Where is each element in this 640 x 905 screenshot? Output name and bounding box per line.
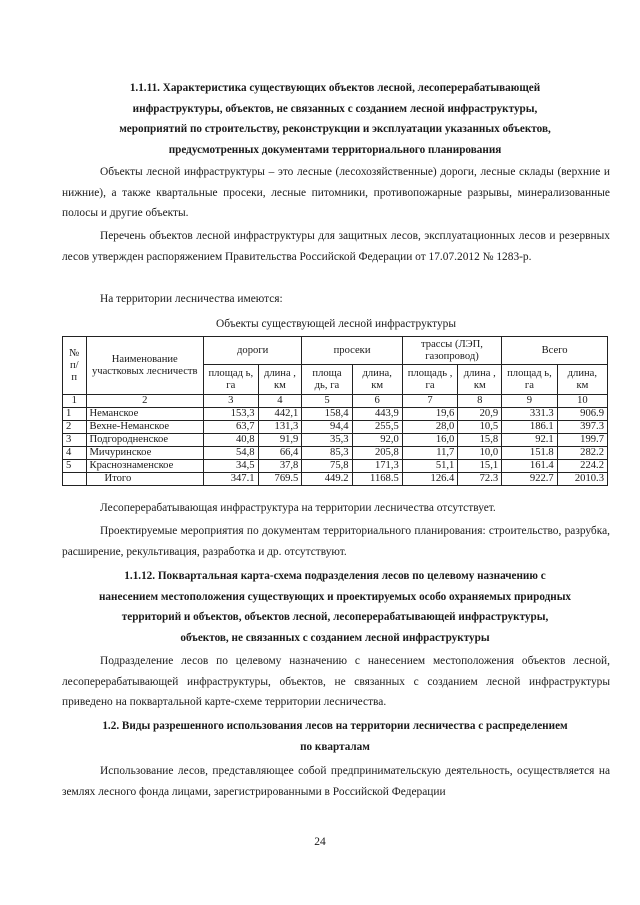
cell: 224.2: [557, 460, 607, 473]
heading-line: инфраструктуры, объектов, не связанных с созданием лесной инфраструктуры,: [132, 102, 538, 115]
cell: 769.5: [258, 473, 302, 486]
cell: 1168.5: [352, 473, 402, 486]
cell: 255,5: [352, 421, 402, 434]
page-number: 24: [314, 836, 326, 848]
header-name: Наименование участковых лесничеств: [86, 337, 204, 395]
cell: 63,7: [204, 421, 259, 434]
cell: 331.3: [502, 408, 558, 421]
cell: 131,3: [258, 421, 302, 434]
cell: 5: [63, 460, 87, 473]
cell: 72.3: [458, 473, 502, 486]
header-clearings: просеки: [302, 337, 402, 365]
cell: [63, 473, 87, 486]
heading-line: территорий и объектов, объектов лесной, лесоперерабатывающей инфраструктуры,: [121, 611, 549, 623]
column-number: 7: [402, 395, 458, 408]
paragraph: Подразделение лесов по целевому назначению с нанесением местоположения объектов лесной, лесоперерабатывающей инфраструктуры, объектов, не связанных с созданием лесной инфраструктуры приведено на поквартальной карте-схеме территории лесничества.: [62, 655, 610, 709]
cell: 1: [63, 408, 87, 421]
cell: 16,0: [402, 434, 458, 447]
header-total: Всего: [502, 337, 608, 365]
cell: 449.2: [302, 473, 352, 486]
table-row: [63, 421, 608, 434]
cell: Неманское: [86, 408, 204, 421]
cell: 35,3: [302, 434, 352, 447]
cell: Итого: [86, 473, 204, 486]
paragraph: Перечень объектов лесной инфраструктуры для защитных лесов, эксплуатационных лесов и резервных лесов утвержден распоряжением Правительства Российской Федерации от 17.07.2012 № 1283-р.: [62, 230, 610, 263]
cell: 54,8: [204, 447, 259, 460]
table-row: [63, 434, 608, 447]
paragraph: На территории лесничества имеются:: [100, 293, 283, 305]
cell: 186.1: [502, 421, 558, 434]
cell: 171,3: [352, 460, 402, 473]
column-number: 8: [458, 395, 502, 408]
cell: 199.7: [557, 434, 607, 447]
header-num: № п/ п: [63, 337, 87, 395]
table-row: [63, 447, 608, 460]
cell: Вехне-Неманское: [86, 421, 204, 434]
cell: Мичуринское: [86, 447, 204, 460]
paragraph: Лесоперерабатывающая инфраструктура на территории лесничества отсутствует.: [100, 502, 496, 514]
cell: 20,9: [458, 408, 502, 421]
cell: 161.4: [502, 460, 558, 473]
cell: 91,9: [258, 434, 302, 447]
cell: 37,8: [258, 460, 302, 473]
cell: 15,8: [458, 434, 502, 447]
cell: 347.1: [204, 473, 259, 486]
cell: 3: [63, 434, 87, 447]
heading-line: объектов, не связанных с созданием лесной инфраструктуры: [180, 631, 490, 644]
section-heading-1-1-12: [60, 566, 610, 648]
cell: 153,3: [204, 408, 259, 421]
cell: 10,5: [458, 421, 502, 434]
cell: 4: [63, 447, 87, 460]
cell: 94,4: [302, 421, 352, 434]
subheader-area: площадь , га: [402, 365, 458, 395]
cell: 922.7: [502, 473, 558, 486]
cell: 75,8: [302, 460, 352, 473]
column-number: 3: [204, 395, 259, 408]
cell: 11,7: [402, 447, 458, 460]
subheader-length: длина, км: [557, 365, 607, 395]
table-caption: Объекты существующей лесной инфраструктуры: [215, 318, 457, 330]
cell: 205,8: [352, 447, 402, 460]
cell: 906.9: [557, 408, 607, 421]
infrastructure-table: [62, 336, 608, 486]
subheader-length: длина , км: [258, 365, 302, 395]
subheader-area: площад ь, га: [204, 365, 259, 395]
cell: 397.3: [557, 421, 607, 434]
table-row: [63, 460, 608, 473]
heading-line: 1.2. Виды разрешенного использования лесов на территории лесничества с распределением: [102, 720, 568, 732]
heading-line: нанесением местоположения существующих и проектируемых особо охраняемых природных: [98, 590, 572, 603]
cell: 158,4: [302, 408, 352, 421]
cell: 66,4: [258, 447, 302, 460]
cell: 443,9: [352, 408, 402, 421]
column-number: 4: [258, 395, 302, 408]
cell: 40,8: [204, 434, 259, 447]
paragraph: Объекты лесной инфраструктуры – это лесные (лесохозяйственные) дороги, лесные склады (верхние и нижние), а также квартальные просеки, лесные питомники, противопожарные разрывы, минерализованные полосы и другие объекты.: [62, 166, 610, 220]
cell: 28,0: [402, 421, 458, 434]
cell: 34,5: [204, 460, 259, 473]
cell: 2010.3: [557, 473, 607, 486]
cell: 10,0: [458, 447, 502, 460]
cell: 2: [63, 421, 87, 434]
cell: Краснознаменское: [86, 460, 204, 473]
column-number-row: [63, 395, 608, 408]
subheader-area: площа дь, га: [302, 365, 352, 395]
column-number: 9: [502, 395, 558, 408]
paragraph: Использование лесов, представляющее собой предпринимательскую деятельность, осуществляется на землях лесного фонда лицами, зарегистрированными в Российской Федерации: [62, 765, 610, 798]
cell: 151.8: [502, 447, 558, 460]
heading-line: 1.1.12. Поквартальная карта-схема подразделения лесов по целевому назначению с: [124, 570, 546, 582]
header-roads: дороги: [204, 337, 302, 365]
table-row: [63, 408, 608, 421]
cell: 442,1: [258, 408, 302, 421]
cell: 92.1: [502, 434, 558, 447]
paragraph: Проектируемые мероприятия по документам территориального планирования: строительство, разрубка, расширение, рекультивация, разработка и др. отсутствуют.: [62, 525, 610, 558]
column-number: 6: [352, 395, 402, 408]
cell: 15,1: [458, 460, 502, 473]
subheader-length: длина, км: [352, 365, 402, 395]
cell: 92,0: [352, 434, 402, 447]
cell: 85,3: [302, 447, 352, 460]
cell: 51,1: [402, 460, 458, 473]
heading-line: предусмотренных документами территориального планирования: [168, 143, 502, 156]
column-number: 2: [86, 395, 204, 408]
cell: Подгородненское: [86, 434, 204, 447]
cell: 19,6: [402, 408, 458, 421]
column-number: 1: [63, 395, 87, 408]
column-number: 10: [557, 395, 607, 408]
heading-line: по кварталам: [300, 740, 370, 753]
heading-line: 1.1.11. Характеристика существующих объектов лесной, лесоперерабатывающей: [129, 82, 541, 94]
cell: 282.2: [557, 447, 607, 460]
section-heading-1-1-11: [60, 78, 610, 160]
header-routes: трассы (ЛЭП, газопровод): [402, 337, 501, 365]
heading-line: мероприятий по строительству, реконструкции и эксплуатации указанных объектов,: [119, 123, 551, 135]
section-heading-1-2: [60, 716, 610, 757]
subheader-length: длина , км: [458, 365, 502, 395]
cell: 126.4: [402, 473, 458, 486]
table-total-row: [63, 473, 608, 486]
column-number: 5: [302, 395, 352, 408]
subheader-area: площад ь, га: [502, 365, 558, 395]
